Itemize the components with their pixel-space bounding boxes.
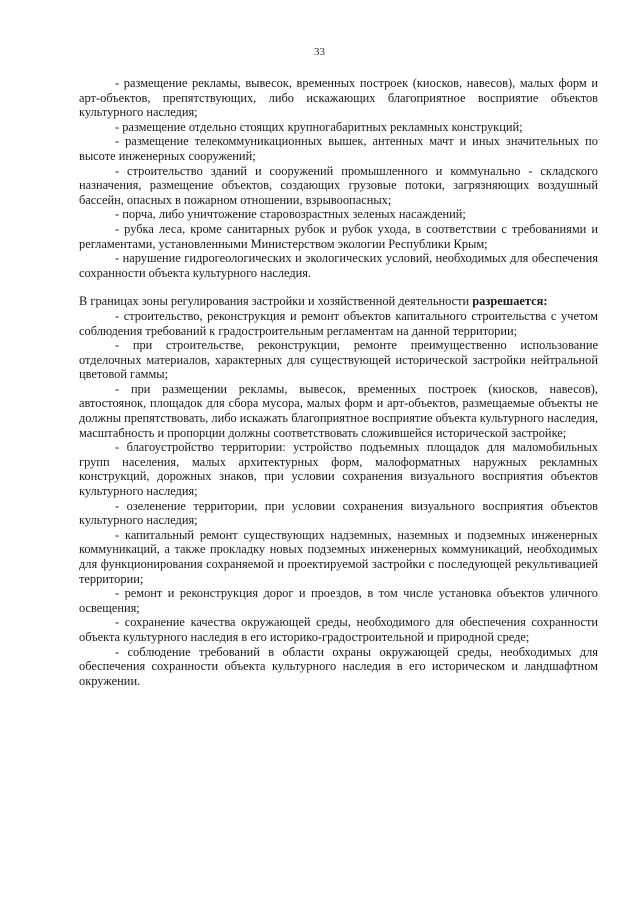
list-item: - при размещении рекламы, вывесок, временных построек (киосков, навесов), автостоянок, площадок для сбора мусора, малых форм и арт-объектов, размещаемые объекты не должны препятствовать, либо искажать благоприятное восприятие объекта культурного наследия, масштабность и пропорции должны соответствовать сложившейся исторической застройке; (79, 381, 598, 440)
list-item: - озеленение территории, при условии сохранения визуального восприятия объектов культурного наследия; (79, 498, 598, 528)
list-item: - строительство зданий и сооружений промышленного и коммунально - складского назначения, размещение объектов, создающих грузовые потоки, загрязняющих воздушный бассейн, опасных в пожарном отношении, взрывоопасных; (79, 163, 598, 207)
list-item: - размещение телекоммуникационных вышек, антенных мачт и иных значительных по высоте инженерных сооружений; (79, 134, 598, 163)
section-gap (79, 280, 598, 294)
list-item: - рубка леса, кроме санитарных рубок и рубок ухода, в соответствии с требованиями и регламентами, установленными Министерством экологии Республики Крым; (79, 221, 598, 251)
list-item: - капитальный ремонт существующих надземных, наземных и подземных инженерных коммуникаций, а также прокладку новых подземных инженерных коммуникаций, необходимых для функционирования сохраняемой и проектируемой застройки с последующей рекультивацией территории; (79, 527, 598, 586)
list-item: - ремонт и реконструкция дорог и проездов, в том числе установка объектов уличного освещения; (79, 586, 598, 615)
list-item: - соблюдение требований в области охраны окружающей среды, необходимых для обеспечения сохранности объекта культурного наследия в его историческом и ландшафтном окружении. (79, 644, 598, 688)
permitted-list (79, 309, 598, 688)
list-item: - размещение отдельно стоящих крупногабаритных рекламных конструкций; (115, 119, 523, 134)
list-item: - порча, либо уничтожение старовозрастных зеленых насаждений; (115, 207, 466, 222)
list-item: - при строительстве, реконструкции, ремонте преимущественно использование отделочных материалов, характерных для существующей исторической застройки нейтральной цветовой гаммы; (79, 338, 598, 382)
section-intro (79, 294, 598, 309)
page-body (79, 76, 598, 688)
section-intro-bold: разрешается: (472, 294, 548, 309)
list-item: - сохранение качества окружающей среды, необходимого для обеспечения сохранности объекта культурного наследия в его историко-градостроительной и природной среде; (79, 615, 598, 644)
list-item: - размещение рекламы, вывесок, временных построек (киосков, навесов), малых форм и арт-объектов, препятствующих, либо искажающих благоприятное восприятие объектов культурного наследия; (79, 76, 598, 120)
prohibited-list (79, 76, 598, 280)
list-item: - нарушение гидрогеологических и экологических условий, необходимых для обеспечения сохранности объекта культурного наследия. (79, 251, 598, 280)
section-intro-text: В границах зоны регулирования застройки и хозяйственной деятельности (79, 294, 473, 309)
page-number: 33 (314, 46, 325, 58)
list-item: - благоустройство территории: устройство подъемных площадок для маломобильных групп населения, малых архитектурных форм, малоформатных наружных рекламных конструкций, дорожных знаков, при условии сохранения визуального восприятия объектов культурного наследия; (79, 440, 598, 499)
list-item: - строительство, реконструкция и ремонт объектов капитального строительства с учетом соблюдения требований к градостроительным регламентам на данной территории; (79, 308, 598, 338)
